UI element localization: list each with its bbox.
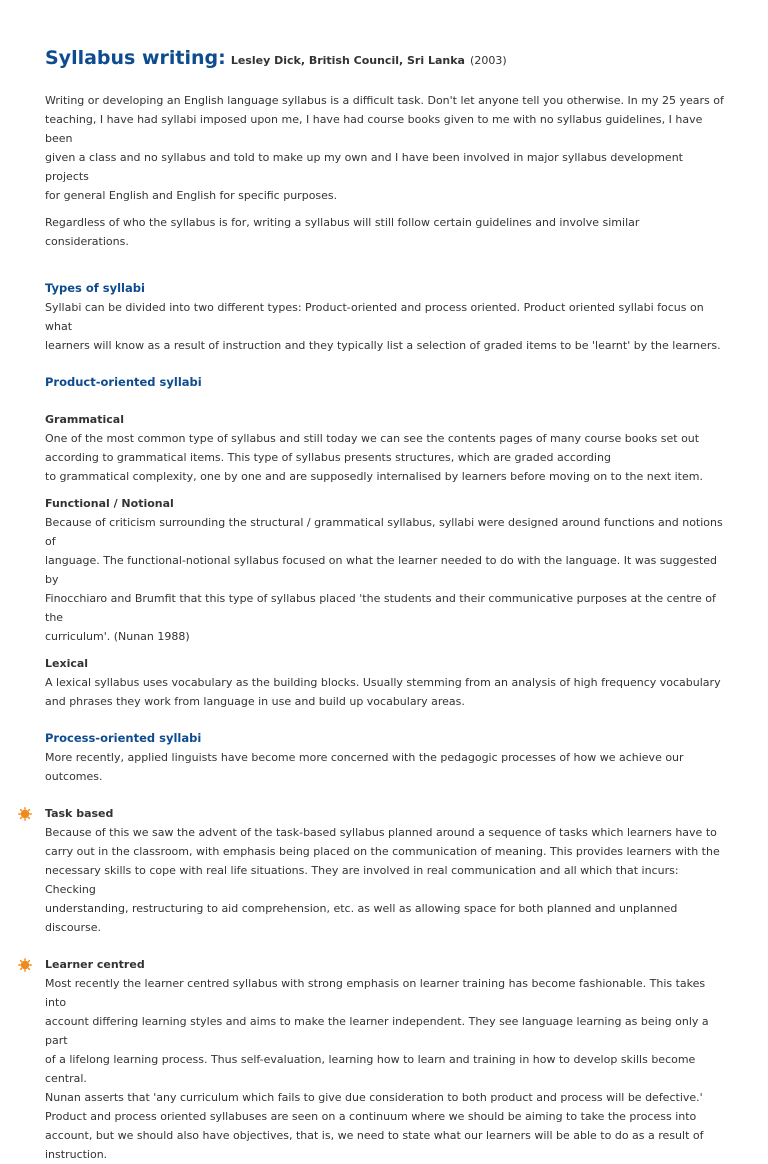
subheading-grammatical: Grammatical	[45, 413, 124, 426]
lexical-paragraph	[45, 673, 725, 711]
subheading-task-based: Task based	[45, 807, 114, 820]
text-line: necessary skills to cope with real life situations. They are involved in real communication and all which that incurs: Checking	[45, 864, 679, 896]
orange-bullet-icon	[18, 958, 32, 972]
text-line: Product and process oriented syllabuses are seen on a continuum where we should be aiming to take the process into	[45, 1110, 697, 1123]
text-line: Because of criticism surrounding the structural / grammatical syllabus, syllabi were designed around functions and notions of	[45, 516, 723, 548]
subheading-lexical: Lexical	[45, 657, 89, 670]
text-line: One of the most common type of syllabus and still today we can see the contents pages of many course books set out	[45, 432, 700, 445]
orange-bullet-icon	[18, 807, 32, 821]
text-line: More recently, applied linguists have become more concerned with the pedagogic processes of how we achieve our	[45, 751, 684, 764]
process-paragraph	[45, 748, 725, 786]
functional-paragraph	[45, 513, 725, 646]
text-line: account, but we should also have objectives, that is, we need to state what our learners will be able to do as a result of	[45, 1129, 704, 1142]
text-line: teaching, I have had syllabi imposed upon me, I have had course books given to me with no syllabus guidelines, I have been	[45, 113, 703, 145]
page-title	[45, 44, 725, 75]
text-line: Writing or developing an English language syllabus is a difficult task. Don't let anyone tell you otherwise. In my 25 years of	[45, 94, 724, 107]
text-line: according to grammatical items. This type of syllabus presents structures, which are graded according	[45, 451, 611, 464]
section-heading-process: Process-oriented syllabi	[45, 731, 202, 745]
text-line: and phrases they work from language in use and build up vocabulary areas.	[45, 695, 465, 708]
subheading-learner-centred: Learner centred	[45, 958, 145, 971]
text-line: language. The functional-notional syllabus focused on what the learner needed to do with the language. It was suggested by	[45, 554, 718, 586]
text-line: A lexical syllabus uses vocabulary as the building blocks. Usually stemming from an analysis of high frequency vocabulary	[45, 676, 721, 689]
grammatical-paragraph	[45, 429, 725, 486]
text-line: given a class and no syllabus and told to make up my own and I have been involved in major syllabus development projects	[45, 151, 683, 183]
text-line: account differing learning styles and aims to make the learner independent. They see language learning as being only a part	[45, 1015, 709, 1047]
text-line: to grammatical complexity, one by one and are supposedly internalised by learners before moving on to the next item.	[45, 470, 703, 483]
text-line: curriculum'. (Nunan 1988)	[45, 630, 190, 643]
text-line: learners will know as a result of instruction and they typically list a selection of graded items to be 'learnt' by the learners.	[45, 339, 721, 352]
title-author: Lesley Dick, British Council, Sri Lanka	[230, 54, 465, 67]
text-line: outcomes.	[45, 770, 103, 783]
title-main: Syllabus writing:	[45, 47, 226, 69]
text-line: Syllabi can be divided into two different types: Product-oriented and process oriented. Product oriented syllabi focus on what	[45, 301, 704, 333]
intro-paragraph	[45, 91, 725, 205]
text-line: for general English and English for specific purposes.	[45, 189, 338, 202]
text-line: central.	[45, 1072, 87, 1085]
learner-centred-item	[45, 955, 725, 1164]
text-line: Finocchiaro and Brumfit that this type of syllabus placed 'the students and their communicative purposes at the centre of the	[45, 592, 716, 624]
subheading-functional: Functional / Notional	[45, 497, 174, 510]
task-based-item	[45, 804, 725, 937]
text-line: Because of this we saw the advent of the task-based syllabus planned around a sequence of tasks which learners have to	[45, 826, 717, 839]
article	[45, 44, 725, 1164]
title-year: (2003)	[470, 54, 507, 67]
text-line: Most recently the learner centred syllabus with strong emphasis on learner training has become fashionable. This takes into	[45, 977, 706, 1009]
text-line: instruction.	[45, 1148, 108, 1161]
text-line: carry out in the classroom, with emphasis being placed on the communication of meaning. This provides learners with the	[45, 845, 720, 858]
intro2-paragraph: Regardless of who the syllabus is for, writing a syllabus will still follow certain guidelines and involve similar considerations.	[45, 216, 640, 248]
text-line: Nunan asserts that 'any curriculum which fails to give due consideration to both product and process will be defective.'	[45, 1091, 703, 1104]
text-line: understanding, restructuring to aid comprehension, etc. as well as allowing space for both planned and unplanned discourse.	[45, 902, 678, 934]
text-line: of a lifelong learning process. Thus self-evaluation, learning how to learn and training in how to develop skills become	[45, 1053, 696, 1066]
types-paragraph	[45, 298, 725, 355]
section-heading-product: Product-oriented syllabi	[45, 375, 202, 389]
section-heading-types: Types of syllabi	[45, 281, 145, 295]
